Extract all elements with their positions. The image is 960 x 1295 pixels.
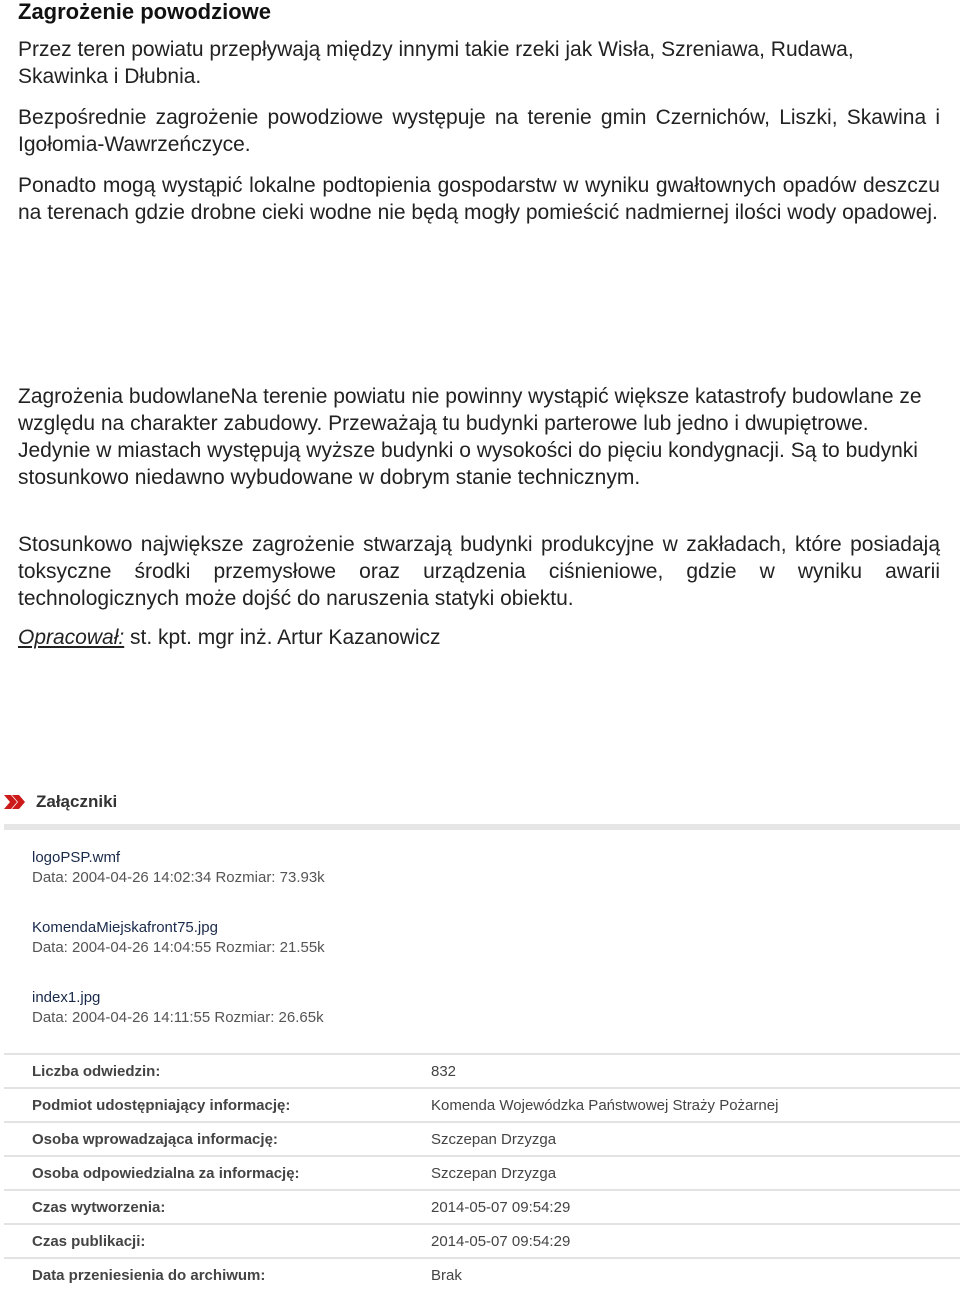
meta-key: Liczba odwiedzin:: [32, 1063, 161, 1080]
meta-key: Data przeniesienia do archiwum:: [32, 1267, 266, 1284]
paragraph-direct-threat: Bezpośrednie zagrożenie powodziowe występuje na terenie gmin Czernichów, Liszki, Skawina i Igołomia-Wawrzeńczyce.: [18, 106, 940, 156]
paragraph-industrial-threat: Stosunkowo największe zagrożenie stwarzają budynki produkcyjne w zakładach, które posiadają toksyczne środki przemysłowe oraz urządzenia ciśnieniowe, gdzie w wyniku awarii technologicznych może dojść do naruszenia statyki obiektu.: [18, 533, 940, 610]
meta-value: Brak: [431, 1267, 462, 1284]
author-line: [18, 624, 441, 652]
author-label: Opracował:: [18, 626, 125, 649]
paragraph-rivers: Przez teren powiatu przepływają między innymi takie rzeki jak Wisła, Szreniawa, Rudawa, Skawinka i Dłubnia.: [18, 38, 854, 88]
meta-row-published: [4, 1223, 960, 1259]
paragraph-local-flooding: Ponadto mogą wystąpić lokalne podtopienia gospodarstw w wyniku gwałtownych opadów deszczu na terenach gdzie drobne cieki wodne nie będą mogły pomieścić nadmiernej ilości wody opadowej.: [18, 174, 940, 224]
meta-value: Szczepan Drzyzga: [431, 1131, 557, 1148]
paragraph-building-threats: Zagrożenia budowlaneNa terenie powiatu nie powinny wystąpić większe katastrofy budowlane ze względu na charakter zabudowy. Przeważają tu budynki parterowe lub jedno i dwupiętrowe. Jedynie w miastach występują wyższe budynki o wysokości do pięciu kondygnacji. Są to budynki stosunkowo niedawno wybudowane w dobrym stanie technicznym.: [18, 385, 922, 489]
attachments-header: [4, 790, 960, 820]
meta-row-created: [4, 1189, 960, 1225]
meta-key: Osoba wprowadzająca informację:: [32, 1131, 278, 1148]
attachment-link-komenda[interactable]: KomendaMiejskafront75.jpg: [32, 919, 218, 936]
meta-key: Czas publikacji:: [32, 1233, 146, 1250]
double-arrow-icon: [4, 795, 26, 809]
meta-value: 2014-05-07 09:54:29: [431, 1199, 571, 1216]
meta-row-visits: [4, 1053, 960, 1089]
meta-value: Szczepan Drzyzga: [431, 1165, 557, 1182]
meta-row-entered-by: [4, 1121, 960, 1157]
attachment-meta: Data: 2004-04-26 14:02:34 Rozmiar: 73.93k: [32, 869, 325, 886]
meta-key: Czas wytworzenia:: [32, 1199, 166, 1216]
attachments-divider: [4, 824, 960, 830]
author-name: st. kpt. mgr inż. Artur Kazanowicz: [124, 626, 441, 649]
page-title: Zagrożenie powodziowe: [18, 0, 272, 24]
attachment-meta: Data: 2004-04-26 14:04:55 Rozmiar: 21.55k: [32, 939, 325, 956]
attachment-link-logopsp[interactable]: logoPSP.wmf: [32, 849, 121, 866]
meta-key: Osoba odpowiedzialna za informację:: [32, 1165, 300, 1182]
meta-row-publisher: [4, 1087, 960, 1123]
meta-row-archived: [4, 1257, 960, 1293]
attachment-link-index1[interactable]: index1.jpg: [32, 989, 101, 1006]
meta-value: 832: [431, 1063, 457, 1080]
attachment-meta: Data: 2004-04-26 14:11:55 Rozmiar: 26.65k: [32, 1009, 324, 1026]
meta-value: Komenda Wojewódzka Państwowej Straży Pożarnej: [431, 1097, 779, 1114]
meta-key: Podmiot udostępniający informację:: [32, 1097, 291, 1114]
meta-value: 2014-05-07 09:54:29: [431, 1233, 571, 1250]
meta-row-responsible: [4, 1155, 960, 1191]
attachments-heading: Załączniki: [36, 792, 118, 811]
